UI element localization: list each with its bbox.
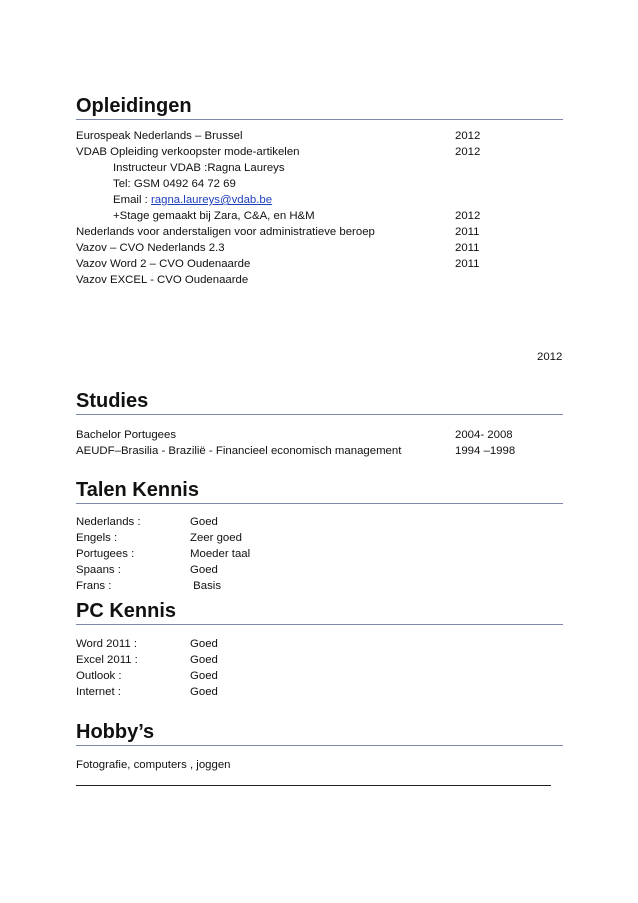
language-level: Basis	[190, 580, 222, 592]
closing-underline	[76, 785, 551, 786]
education-year: 2011	[455, 242, 480, 254]
study-year: 1994 –1998	[455, 445, 516, 457]
section-title-pc: PC Kennis	[76, 600, 177, 622]
hobbies-text: Fotografie, computers , joggen	[76, 759, 231, 771]
education-item: Nederlands voor anderstaligen voor administratieve beroep	[76, 226, 375, 238]
section-title-talen: Talen Kennis	[76, 479, 199, 501]
section-divider	[76, 119, 563, 120]
education-item: Vazov – CVO Nederlands 2.3	[76, 242, 225, 254]
education-year: 2012	[537, 351, 563, 363]
education-item: Vazov EXCEL - CVO Oudenaarde	[76, 274, 249, 286]
study-year: 2004- 2008	[455, 429, 513, 441]
language-label: Engels :	[76, 532, 118, 544]
language-level: Zeer goed	[190, 532, 242, 544]
pc-skill-level: Goed	[190, 670, 218, 682]
education-detail: +Stage gemaakt bij Zara, C&A, en H&M	[113, 210, 315, 222]
section-divider	[76, 414, 563, 415]
pc-skill-level: Goed	[190, 638, 218, 650]
education-year: 2012	[455, 130, 481, 142]
education-item: Vazov Word 2 – CVO Oudenaarde	[76, 258, 251, 270]
education-year: 2011	[455, 258, 480, 270]
education-item: Eurospeak Nederlands – Brussel	[76, 130, 243, 142]
email-link[interactable]: ragna.laureys@vdab.be	[150, 194, 273, 206]
email-label: Email :	[113, 194, 151, 206]
education-item: VDAB Opleiding verkoopster mode-artikelen	[76, 146, 300, 158]
education-detail: Instructeur VDAB :Ragna Laureys	[113, 162, 285, 174]
section-title-studies: Studies	[76, 390, 149, 412]
education-year: 2012	[455, 210, 481, 222]
pc-skill-level: Goed	[190, 654, 218, 666]
section-title-opleidingen: Opleidingen	[76, 95, 192, 117]
study-item: AEUDF–Brasilia - Brazilië - Financieel economisch management	[76, 445, 402, 457]
pc-skill-label: Excel 2011 :	[76, 654, 138, 666]
education-detail: Tel: GSM 0492 64 72 69	[113, 178, 236, 190]
language-level: Goed	[190, 516, 218, 528]
section-divider	[76, 745, 563, 746]
language-label: Spaans :	[76, 564, 121, 576]
pc-skill-label: Outlook :	[76, 670, 122, 682]
education-year: 2012	[455, 146, 481, 158]
pc-skill-label: Internet :	[76, 686, 121, 698]
education-detail	[113, 193, 272, 207]
section-divider	[76, 624, 563, 625]
pc-skill-level: Goed	[190, 686, 218, 698]
language-label: Frans :	[76, 580, 112, 592]
section-divider	[76, 503, 563, 504]
language-level: Moeder taal	[190, 548, 251, 560]
study-item: Bachelor Portugees	[76, 429, 177, 441]
language-level: Goed	[190, 564, 218, 576]
language-label: Nederlands :	[76, 516, 141, 528]
education-year: 2011	[455, 226, 480, 238]
section-title-hobbys: Hobby’s	[76, 721, 155, 743]
pc-skill-label: Word 2011 :	[76, 638, 137, 650]
language-label: Portugees :	[76, 548, 135, 560]
